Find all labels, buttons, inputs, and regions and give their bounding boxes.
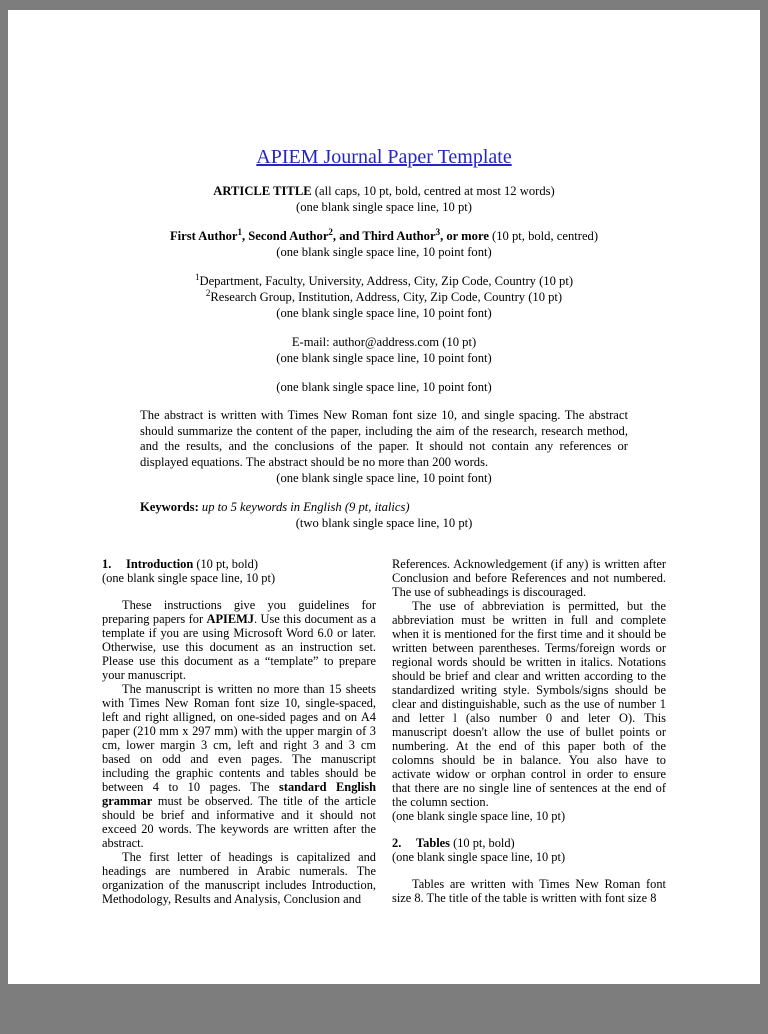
blank-line-note-5: (one blank single space line, 10 point font) [276,380,492,394]
affiliation-line-1 [102,273,666,289]
email-line: E-mail: author@address.com (10 pt) [291,335,477,349]
intro-p1-pre: These instructions give you guidelines for preparing papers for [102,598,376,626]
document-viewer [0,10,768,1034]
author-1: First Author [169,229,238,243]
right-column [392,557,666,906]
intro-paragraph-3: The first letter of headings is capitalized and headings are numbered in Arabic numerals. The organization of the manuscript includes Introduction, Methodology, Results and Analysis, Conclusion and [102,850,376,906]
author-3: , and Third Author [332,229,436,243]
intro-paragraph-4-continued: References. Acknowledgement (if any) is written after Conclusion and before References and not numbered. The use of subheadings is discouraged. [392,557,666,599]
intro-p1-bold: APIEMJ [206,612,254,626]
affiliation-2-sup: 2 [205,287,211,298]
affiliation-line-2 [102,289,666,305]
keywords-label: Keywords: [140,500,199,514]
blank-line-note-6: (one blank single space line, 10 point font) [276,471,492,485]
authors-line [102,228,666,244]
abstract-paragraph: The abstract is written with Times New Roman font size 10, and single spacing. The abstract should summarize the content of the paper, including the aim of the research, research method, and the results, and the conclusions of the paper. It should not contain any references or displayed equations. The abstract should be no more than 200 words. [140,408,628,469]
affiliation-1-sup: 1 [194,271,200,282]
intro-paragraph-2 [102,682,376,850]
affiliation-2-text: Research Group, Institution, Address, City, Zip Code, Country (10 pt) [210,290,563,304]
blank-line-note-10: (one blank single space line, 10 pt) [392,850,566,864]
blank-line-note-7: (two blank single space line, 10 pt) [295,516,473,530]
affiliation-1-text: Department, Faculty, University, Address, City, Zip Code, Country (10 pt) [199,274,574,288]
blank-line-note-2: (one blank single space line, 10 point font) [276,245,492,259]
page [8,10,760,984]
authors-note: (10 pt, bold, centred) [488,229,599,243]
intro-p2-pre: The manuscript is written no more than 15 sheets with Times New Roman font size 10, single-spaced, left and right alligned, on one-sided pages and on A4 paper (210 mm x 297 mm) with the upper margin of 3 cm, lower margin 3 cm, left and right 3 and 3 cm based on odd and even pages. The manuscript including the graphic contents and tables should be between 4 to 10 pages. The [102,682,376,794]
section-1-title: Introduction [126,557,194,571]
article-title-note: (all caps, 10 pt, bold, centred at most 12 words) [311,184,555,198]
section-2-number: 2. [392,836,402,850]
keywords-line [140,499,666,515]
authors-or-more: , or more [440,229,489,243]
section-1-number: 1. [102,557,112,571]
intro-paragraph-5: The use of abbreviation is permitted, but the abbreviation must be written in full and complete when it is mentioned for the first time and it should be written between parentheses. Terms/foreign words or regional words should be written in italics. Notations should be brief and clear and written according to the standardized writing style. Symbols/signs should be clear and distinguishable, such as the use of number 1 and letter l (also number 0 and leter O). This manuscript doesn't allow the use of bullet points or numbering. At the end of this paper both of the colomns should be in balance. You also have to activate widow or orphan control in order to ensure that there are no single line of sentences at the end of the column section. [392,599,666,809]
keywords-text: up to 5 keywords in English (9 pt, italics) [198,500,410,514]
blank-line-note-9: (one blank single space line, 10 pt) [392,809,566,823]
intro-p1-post: . Use this document as a template if you are using Microsoft Word 6.0 or later. Otherwise, use this document as an instruction set. Please use this document as a “template” to prepare your manuscript. [102,612,376,682]
blank-line-note-8: (one blank single space line, 10 pt) [102,571,276,585]
author-3-sup: 3 [435,226,441,237]
tables-paragraph-1: Tables are written with Times New Roman font size 8. The title of the table is written with font size 8 [392,877,666,905]
intro-p2-post: must be observed. The title of the article should be brief and informative and it should not exceed 20 words. The keywords are written after the abstract. [102,794,376,850]
intro-paragraph-1 [102,598,376,682]
section-1-note: (10 pt, bold) [193,557,258,571]
author-2: , Second Author [241,229,329,243]
blank-line-note-3: (one blank single space line, 10 point font) [276,306,492,320]
author-2-sup: 2 [328,226,333,237]
section-heading-introduction [102,557,376,571]
section-2-title: Tables [416,836,450,850]
blank-line-note-1: (one blank single space line, 10 pt) [296,200,472,214]
section-2-note: (10 pt, bold) [449,836,515,850]
intro-p2-bold: standard English grammar [102,780,376,808]
document-title: APIEM Journal Paper Template [256,146,512,168]
article-title-text: ARTICLE TITLE [213,184,312,198]
section-heading-tables [392,836,666,850]
left-column [102,557,376,906]
author-1-sup: 1 [237,226,242,237]
article-title-line [102,183,666,199]
two-column-body [102,557,666,906]
blank-line-note-4: (one blank single space line, 10 point font) [276,351,492,365]
